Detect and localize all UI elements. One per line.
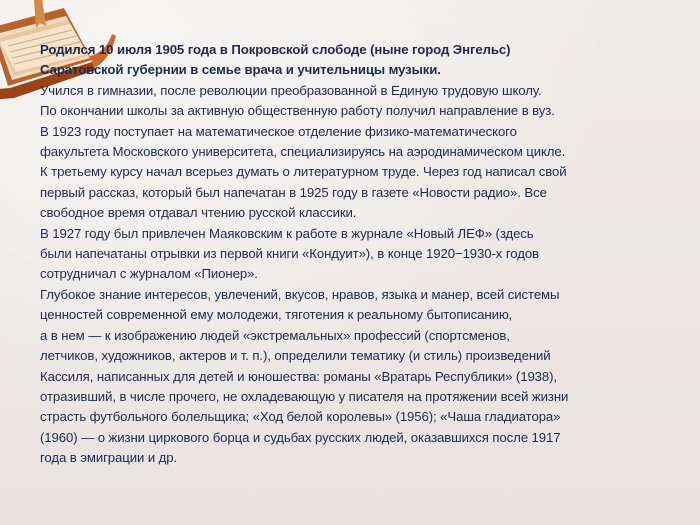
text-line: Глубокое знание интересов, увлечений, вкусов, нравов, языка и манер, всей системы <box>40 286 560 302</box>
text-line: По окончании школы за активную общественную работу получил направление в вуз. <box>40 103 555 119</box>
text-line: страсть футбольного болельщика; «Ход белой королевы» (1956); «Чаша гладиатора» <box>40 409 561 425</box>
text-line: сотрудничал с журналом «Пионер». <box>40 266 258 282</box>
text-line: были напечатаны отрывки из первой книги «Кондуит»), в конце 1920−1930-х годов <box>40 246 539 262</box>
text-line: В 1923 году поступает на математическое отделение физико-математического <box>40 123 517 139</box>
text-line: Учился в гимназии, после революции преобразованной в Единую трудовую школу. <box>40 82 542 98</box>
text-line: года в эмиграции и др. <box>40 450 178 466</box>
text-line: Саратовской губернии в семье врача и учительницы музыки. <box>40 62 441 78</box>
text-line: Кассиля, написанных для детей и юношества: романы «Вратарь Республики» (1938), <box>40 368 558 384</box>
text-line: а в нем — к изображению людей «экстремальных» профессий (спортсменов, <box>40 327 510 343</box>
biography-text <box>40 40 680 469</box>
text-line: Родился 10 июля 1905 года в Покровской слободе (ныне город Энгельс) <box>40 42 511 57</box>
text-line: (1960) — о жизни циркового борца и судьбах русских людей, оказавшихся после 1917 <box>40 429 561 445</box>
text-line: отразивший, в числе прочего, не охладевающую у писателя на протяжении всей жизни <box>40 388 569 404</box>
text-line: первый рассказ, который был напечатан в 1925 году в газете «Новости радио». Все <box>40 184 547 200</box>
text-line: факультета Московского университета, специализируясь на аэродинамическом цикле. <box>40 144 566 160</box>
text-line: свободное время отдавал чтению русской классики. <box>40 205 357 221</box>
text-line: В 1927 году был привлечен Маяковским к работе в журнале «Новый ЛЕФ» (здесь <box>40 225 534 241</box>
text-line: К третьему курсу начал всерьез думать о литературном труде. Через год написал свой <box>40 164 567 180</box>
text-line: летчиков, художников, актеров и т. п.), определили тематику (и стиль) произведений <box>40 348 551 364</box>
text-line: ценностей современной ему молодежи, тяготения к реальному бытописанию, <box>40 307 513 323</box>
